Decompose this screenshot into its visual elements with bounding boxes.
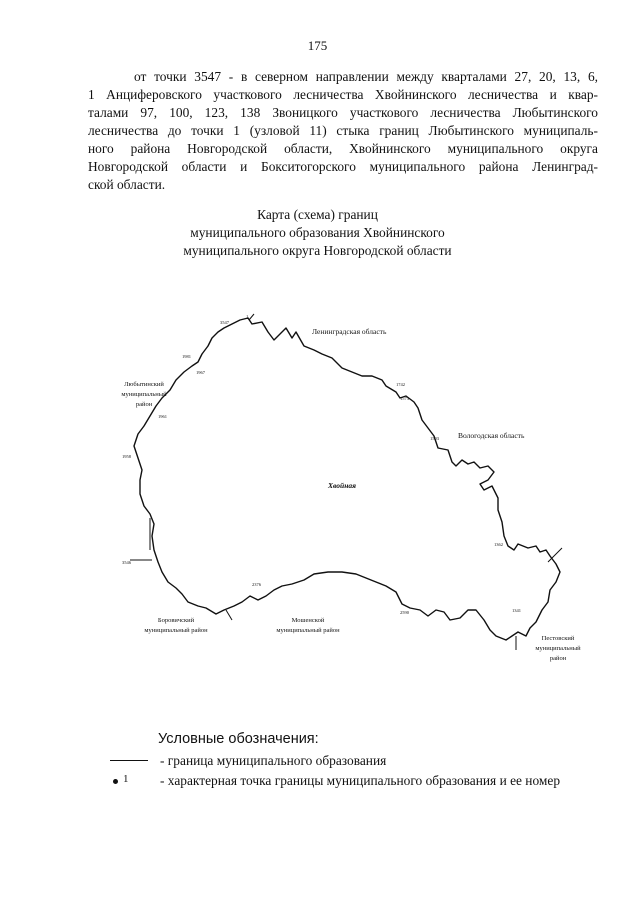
boundary-point-label: 1961 (158, 414, 167, 419)
boundary-point-label: 1 (246, 314, 249, 319)
region-label-moshenskoye-1: Мошенской (291, 617, 325, 624)
legend-title: Условные обозначения: (158, 731, 319, 747)
legend-row-point (110, 773, 610, 793)
boundary-line-icon (110, 760, 148, 761)
paragraph-line: Новгородской области и Бокситогорского муниципального района Ленинград- (88, 159, 598, 174)
paragraph-line: талами 97, 100, 123, 138 Звоницкого участкового лесничества Любытинского (88, 105, 598, 120)
boundary-point-label: 2590 (400, 610, 409, 615)
boundary-point-label: 1967 (196, 370, 205, 375)
boundary-point-label: 1341 (512, 608, 521, 613)
legend-line-symbol (110, 753, 150, 771)
boundary-point-label: 1742 (396, 382, 405, 387)
legend-point-number: 1 (123, 773, 129, 785)
region-label-lyubytino-1: Любытинский (124, 381, 164, 388)
map-title-line: Карта (схема) границ (257, 207, 378, 222)
boundary-point-label: 2376 (252, 582, 261, 587)
map-text (121, 314, 581, 662)
boundary-spur (226, 610, 232, 620)
boundary-map (100, 310, 590, 670)
region-label-pestovo-1: Пестовский (541, 635, 575, 642)
paragraph-line: ской области. (88, 177, 166, 192)
region-label-borovichi-2: муниципальный район (144, 627, 208, 634)
boundary-point-label: 1958 (122, 454, 131, 459)
region-label-lyubytino-2: муниципальный (121, 391, 167, 398)
boundary-point-label: 1362 (494, 542, 503, 547)
map-title-line: муниципального округа Новгородской области (183, 243, 452, 258)
paragraph-line: от точки 3547 - в северном направлении между кварталами 27, 20, 13, 6, (134, 69, 598, 84)
legend-point-text: - характерная точка границы муниципального образования и ее номер (160, 773, 561, 788)
region-label-moshenskoye-2: муниципальный район (276, 627, 340, 634)
legend-row-boundary (110, 753, 610, 773)
page-number: 175 (307, 38, 328, 53)
boundary-point-label: 3547 (220, 320, 229, 325)
region-label-pestovo-2: муниципальный (535, 645, 581, 652)
body-paragraph (88, 68, 598, 194)
region-label-lyubytino-3: район (135, 401, 153, 408)
legend-point-symbol (110, 773, 150, 791)
region-label-borovichi-1: Боровичский (157, 617, 195, 624)
legend-line-text: - граница муниципального образования (160, 753, 387, 768)
boundary-spur (249, 314, 254, 320)
boundary-point-label: 1981 (182, 354, 191, 359)
paragraph-line: лесничества до точки 1 (узловой 11) стыка границ Любытинского муниципаль- (88, 123, 598, 138)
map-title-line: муниципального образования Хвойнинского (190, 225, 445, 240)
boundary-point-label: 1573 (400, 396, 409, 401)
paragraph-line: 1 Анциферовского участкового лесничества Хвойнинского лесничества и квар- (88, 87, 598, 102)
boundary-point-label: 3546 (122, 560, 131, 565)
region-label-pestovo-3: район (549, 655, 567, 662)
paragraph-line: ного района Новгородской области, Хвойнинского муниципального округа (88, 141, 598, 156)
map-title (0, 206, 635, 260)
region-label-leningrad: Ленинградская область (312, 327, 387, 336)
boundary-point-label: 1503 (430, 436, 439, 441)
map-center-label: Хвойная (328, 481, 356, 490)
point-dot-icon (113, 779, 118, 784)
municipal-boundary-line (134, 318, 560, 640)
region-label-vologda: Вологодская область (458, 431, 525, 440)
